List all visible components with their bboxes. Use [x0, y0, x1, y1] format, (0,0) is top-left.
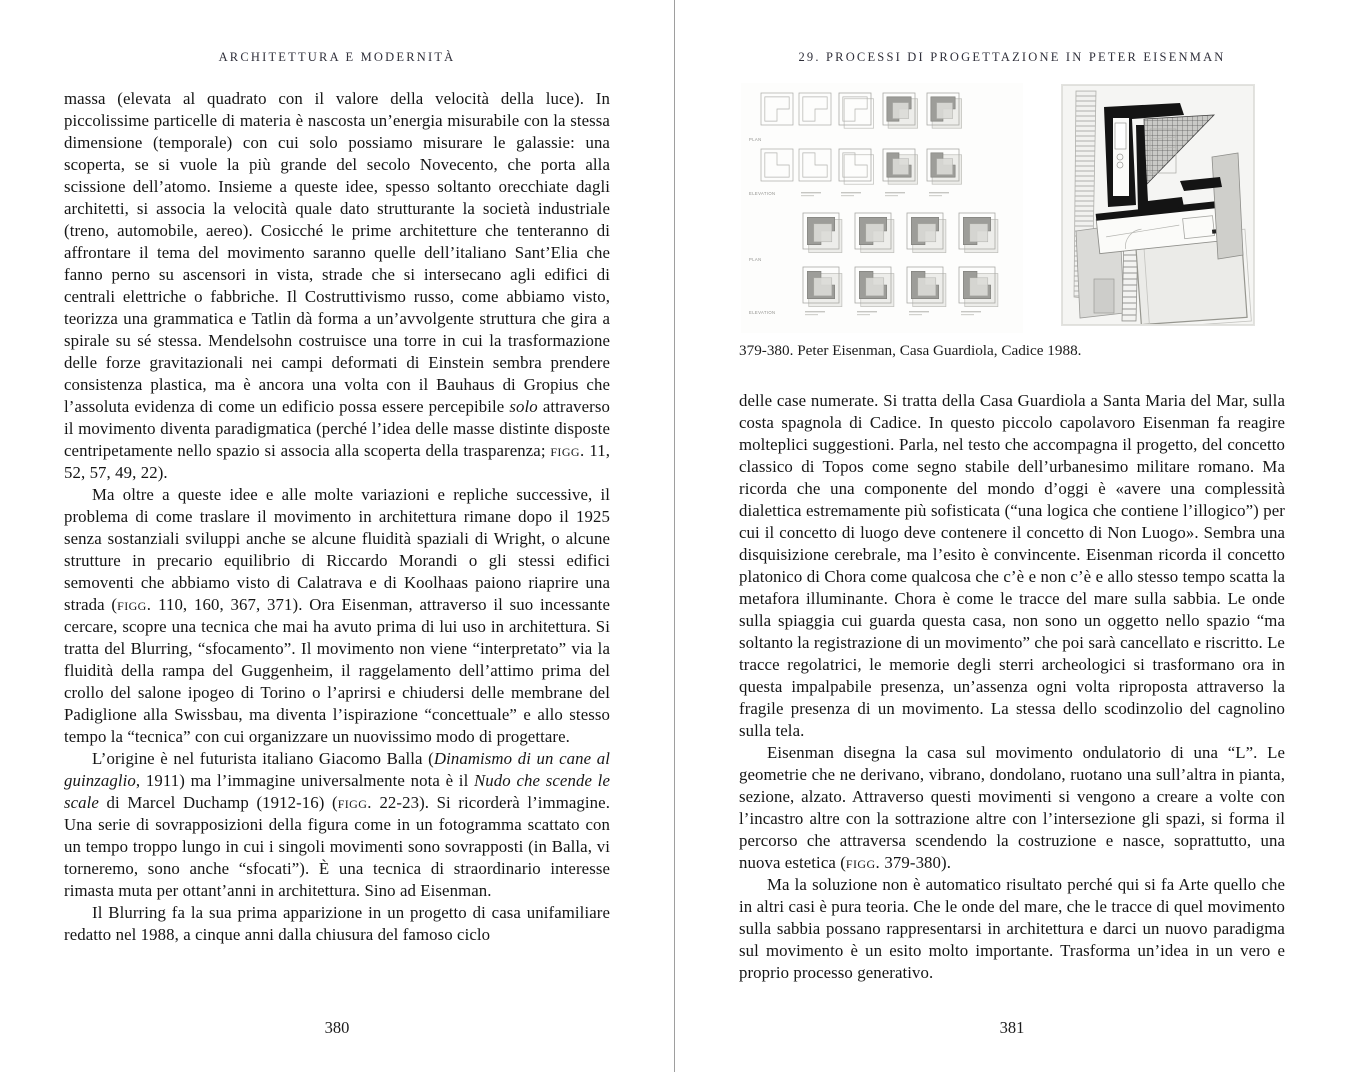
paragraph: massa (elevata al quadrato con il valore della velocità della luce). In piccolissime particelle di materia è nascosta un’energia misurabile con la stessa dimensione (temporale) con cui solo possiamo misurare le galassie: una scoperta, se si vuole la più grande del secolo Novecento, che porta alla scissione dell’atomo. Insieme a queste idee, spesso soltanto orecchiate dagli architetti, si associa la velocità quale dato strutturante la società industriale (treno, automobile, aereo). Cosicché le prime architetture che tenteranno di affrontare il tema del movimento saranno quelle dell’italiano Sant’Elia che fanno perno su ascensori in vista, strade che si intersecano agli edifici di centrali elettriche o fabbriche. Il Costruttivismo russo, come abbiamo visto, teorizza una grammatica e Tatlin dà forma a un’avvolgente struttura che gira a spirale su sé stessa. Mendelsohn costruisce una torre in cui la trasformazione delle forze gravitazionali nei campi deformati di Einstein sembra prendere consistenza plastica, ma è ancora una volta con il Bauhaus di Gropius che l’assoluta evidenza di come un edificio possa essere percepibile solo attraverso il movimento diventa paradigmatica (perché l’idea delle masse distinte disposte centripetamente nello spazio si associa alla scoperta della trasparenza; figg. 11, 52, 57, 49, 22). — [64, 89, 610, 482]
paragraph: L’origine è nel futurista italiano Giacomo Balla (Dinamismo di un cane al guinzaglio, 1911) ma l’immagine universalmente nota è il Nudo che scende le scale di Marcel Duchamp (1912-16) (figg. 22-23). Si ricorderà l’immagine. Una serie di sovrapposizioni della figura come in un fotogramma scattato con un tempo troppo lungo in cui i singoli movimenti sono sovrapposti (in Balla, vi torneremo, sono anche “sfocati”). È una tecnica di straordinario interesse rimasta muta per ottant’anni in architettura. Sino ad Eisenman. — [64, 749, 611, 900]
figure-block — [739, 83, 1285, 359]
left-page — [64, 0, 610, 1072]
paragraph: Ma la soluzione non è automatico risultato perché qui si fa Arte quello che in altri casi è pura teoria. Che le onde del mare, che le tracce di quel movimento sulla sabbia possano rappresentarsi in architettura e darci un nuovo paradigma sul movimento è un esito molto importante. Trasforma un’idea in un vero e proprio processo generativo. — [739, 875, 1285, 982]
page-number-left: 380 — [324, 1018, 350, 1037]
page-gutter-divider — [674, 0, 675, 1072]
left-body-text — [64, 88, 610, 946]
right-body-text — [739, 390, 1285, 984]
grid-diagram-icon — [741, 83, 1023, 333]
running-head-left: ARCHITETTURA E MODERNITÀ — [218, 50, 456, 64]
grid-row-label: ELEVATION — [749, 310, 776, 315]
paragraph: Ma oltre a queste idee e alle molte variazioni e repliche successive, il problema di come traslare il movimento in architettura rimane dopo il 1925 senza sostanziali sviluppi anche se alcune fluidità spaziali di Wright, o alcune strutture in precario equilibrio di Riccardo Morandi o gli stessi edifici semoventi che abbiamo visto di Calatrava e di Koolhaas paiono riaprire una strada (figg. 110, 160, 367, 371). Ora Eisenman, attraverso il suo incessante cercare, scopre una tecnica che mai ha avuto prima di lui uso in architettura. Si tratta del Blurring, “sfocamento”. Il movimento non viene “interpretato” via la fluidità della rampa del Guggenheim, il raggelamento dell’attimo prima del crollo del salone ipogeo di Torino o l’aprirsi e chiudersi delle membrane del Padiglione alla Swissbau, ma diventa l’ispirazione “concettuale” e allo stesso tempo la “tecnica” con cui organizzare un nuovissimo modo di progettare. — [64, 485, 610, 746]
figure-plan-drawing — [1062, 85, 1254, 325]
page-number-right: 381 — [999, 1018, 1025, 1037]
grid-row-label: PLAN — [749, 257, 762, 262]
right-page — [739, 0, 1285, 1072]
grid-row-label: ELEVATION — [749, 191, 776, 196]
grid-row-label: PLAN — [749, 137, 762, 142]
plan-drawing-icon — [1062, 85, 1254, 325]
paragraph: Eisenman disegna la casa sul movimento ondulatorio di una “L”. Le geometrie che ne derivano, vibrano, dondolano, ruotano una sull’altra in pianta, sezione, alzato. Attraverso questi movimenti si vengono a creare a volte con l’incastro altre con la sottrazione altre con l’intersezione gli spazi, si forma il percorso che attraversa scendendo la costruzione e nasce, soprattutto, una nuova estetica (figg. 379-380). — [739, 743, 1285, 872]
figure-grid-diagram — [741, 83, 1023, 333]
running-head-right: 29. PROCESSI DI PROGETTAZIONE IN PETER EISENMAN — [798, 50, 1226, 64]
paragraph: delle case numerate. Si tratta della Casa Guardiola a Santa Maria del Mar, sulla costa spagnola di Cadice. In questo piccolo capolavoro Eisenman fa reagire molteplici suggestioni. Parla, nel testo che accompagna il progetto, del concetto classico di Topos come segno stabile dell’urbanesimo militare romano. Ma ricorda che una componente del mondo d’oggi è «avere una complessità dialettica estremamente più sofisticata (“una logica che contiene l’illogico”) per cui il concetto di luogo deve contenere il concetto di Non Luogo». Sembra una disquisizione cerebrale, ma l’esito è convincente. Eisenman ricorda il concetto platonico di Chora come qualcosa che c’è e non c’è e allo stesso tempo scatta la metafora illuminante. Chora è come le tracce del mare sulla sabbia. Le onde sulla spiaggia cui guarda questa casa, non sono un oggetto nello spazio “ma soltanto la registrazione di un movimento” che poi sarà cancellato e riscritto. Le tracce regolatrici, le memorie degli sterri archeologici si trasformano ora in questa impalpabile presenza, un’assenza ogni volta riproposta attraverso la fragile presenza di un movimento. La stessa dello scodinzolio del cagnolino sulla tela. — [739, 391, 1285, 740]
figure-caption: 379-380. Peter Eisenman, Casa Guardiola, Cadice 1988. — [739, 342, 1082, 359]
paragraph: Il Blurring fa la sua prima apparizione in un progetto di casa unifamiliare redatto nel 1988, a cinque anni dalla chiusura del famoso ciclo — [64, 903, 610, 944]
